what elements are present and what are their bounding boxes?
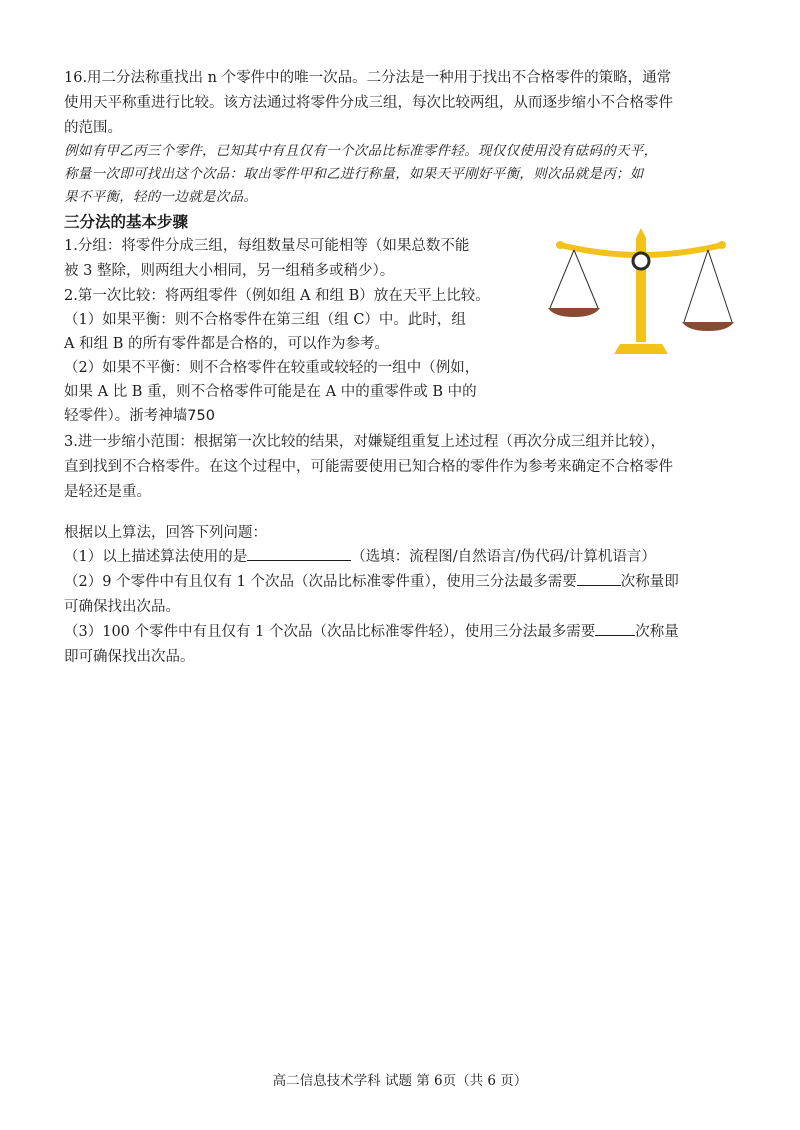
sub-question-3 <box>64 620 679 644</box>
step2b-line-3 <box>64 404 215 428</box>
sub-question-2 <box>64 570 679 594</box>
steps-heading: 三分法的基本步骤 <box>64 213 189 231</box>
scale-finial <box>636 228 646 238</box>
example-line-2: 称量一次即可找出这个次品：取出零件甲和乙进行称量，如果天平刚好平衡，则次品就是丙；如 <box>64 166 644 182</box>
scale-pivot <box>633 253 649 269</box>
step1-line-2: 被 3 整除，则两组大小相同，另一组稍多或稍少）。 <box>64 263 395 279</box>
step2b-line-3-text: 轻零件）。 <box>64 408 130 424</box>
step3-line-1: 3.进一步缩小范围：根据第一次比较的结果，对嫌疑组重复上述过程（再次分成三组并比较）， <box>64 434 666 450</box>
scale-beam-end-right <box>718 241 726 249</box>
q2-answer-blank[interactable] <box>577 571 621 586</box>
q2-text-before: （2）9 个零件中有且仅有 1 个次品（次品比标准零件重），使用三分法最多需要 <box>64 574 577 590</box>
sub-questions-lead: 根据以上算法，回答下列问题： <box>64 525 267 541</box>
sub-question-1 <box>64 545 656 569</box>
left-string-1 <box>550 250 574 308</box>
example-line-3: 果不平衡，轻的一边就是次品。 <box>64 189 258 205</box>
right-string-1 <box>684 250 708 322</box>
step2b-line-1: （2）如果不平衡：则不合格零件在较重或较轻的一组中（例如， <box>64 360 480 376</box>
right-pan <box>682 322 734 331</box>
intro-line-3: 的范围。 <box>64 120 122 136</box>
intro-line-2: 使用天平称重进行比较。该方法通过将零件分成三组，每次比较两组，从而逐步缩小不合格零件 <box>64 95 673 111</box>
step2a-line-2: A 和组 B 的所有零件都是合格的，可以作为参考。 <box>64 336 389 352</box>
page-footer: 高二信息技术学科 试题 第 6页（共 6 页） <box>272 1073 528 1089</box>
q1-text-after: （选填：流程图/自然语言/伪代码/计算机语言） <box>351 549 656 565</box>
step2a-line-1: （1）如果平衡：则不合格零件在第三组（组 C）中。此时，组 <box>64 312 466 328</box>
sub-question-2-line-2: 可确保找出次品。 <box>64 599 180 615</box>
q1-answer-blank[interactable] <box>247 546 351 561</box>
example-line-1: 例如有甲乙丙三个零件，已知其中有且仅有一个次品比标准零件轻。现仅仅使用没有砝码的天平， <box>64 143 658 159</box>
q3-answer-blank[interactable] <box>595 621 635 636</box>
scale-base <box>614 344 668 354</box>
step2b-line-2: 如果 A 比 B 重，则不合格零件可能是在 A 中的重零件或 B 中的 <box>64 384 477 400</box>
step1-line-1: 1.分组：将零件分成三组，每组数量尽可能相等（如果总数不能 <box>64 238 470 254</box>
step2-line-1: 2.第一次比较：将两组零件（例如组 A 和组 B）放在天平上比较。 <box>64 288 490 304</box>
left-string-2 <box>574 250 598 308</box>
q2-text-after: 次称量即 <box>620 574 679 590</box>
watermark: 浙考神墙750 <box>129 408 215 424</box>
sub-question-3-line-2: 即可确保找出次品。 <box>64 649 195 665</box>
q1-text-before: （1）以上描述算法使用的是 <box>64 549 248 565</box>
balance-scale-icon <box>546 222 736 362</box>
step3-line-2: 直到找到不合格零件。在这个过程中，可能需要使用已知合格的零件作为参考来确定不合格零件 <box>64 459 673 475</box>
left-pan <box>548 308 600 317</box>
q3-text-before: （3）100 个零件中有且仅有 1 个次品（次品比标准零件轻），使用三分法最多需要 <box>64 624 596 640</box>
intro-line-1: 16.用二分法称重找出 n 个零件中的唯一次品。二分法是一种用于找出不合格零件的策略，通常 <box>64 70 672 86</box>
right-string-2 <box>708 250 732 322</box>
step3-line-3: 是轻还是重。 <box>64 484 151 500</box>
q3-text-after: 次称量 <box>635 624 679 640</box>
scale-beam-end-left <box>556 241 564 249</box>
